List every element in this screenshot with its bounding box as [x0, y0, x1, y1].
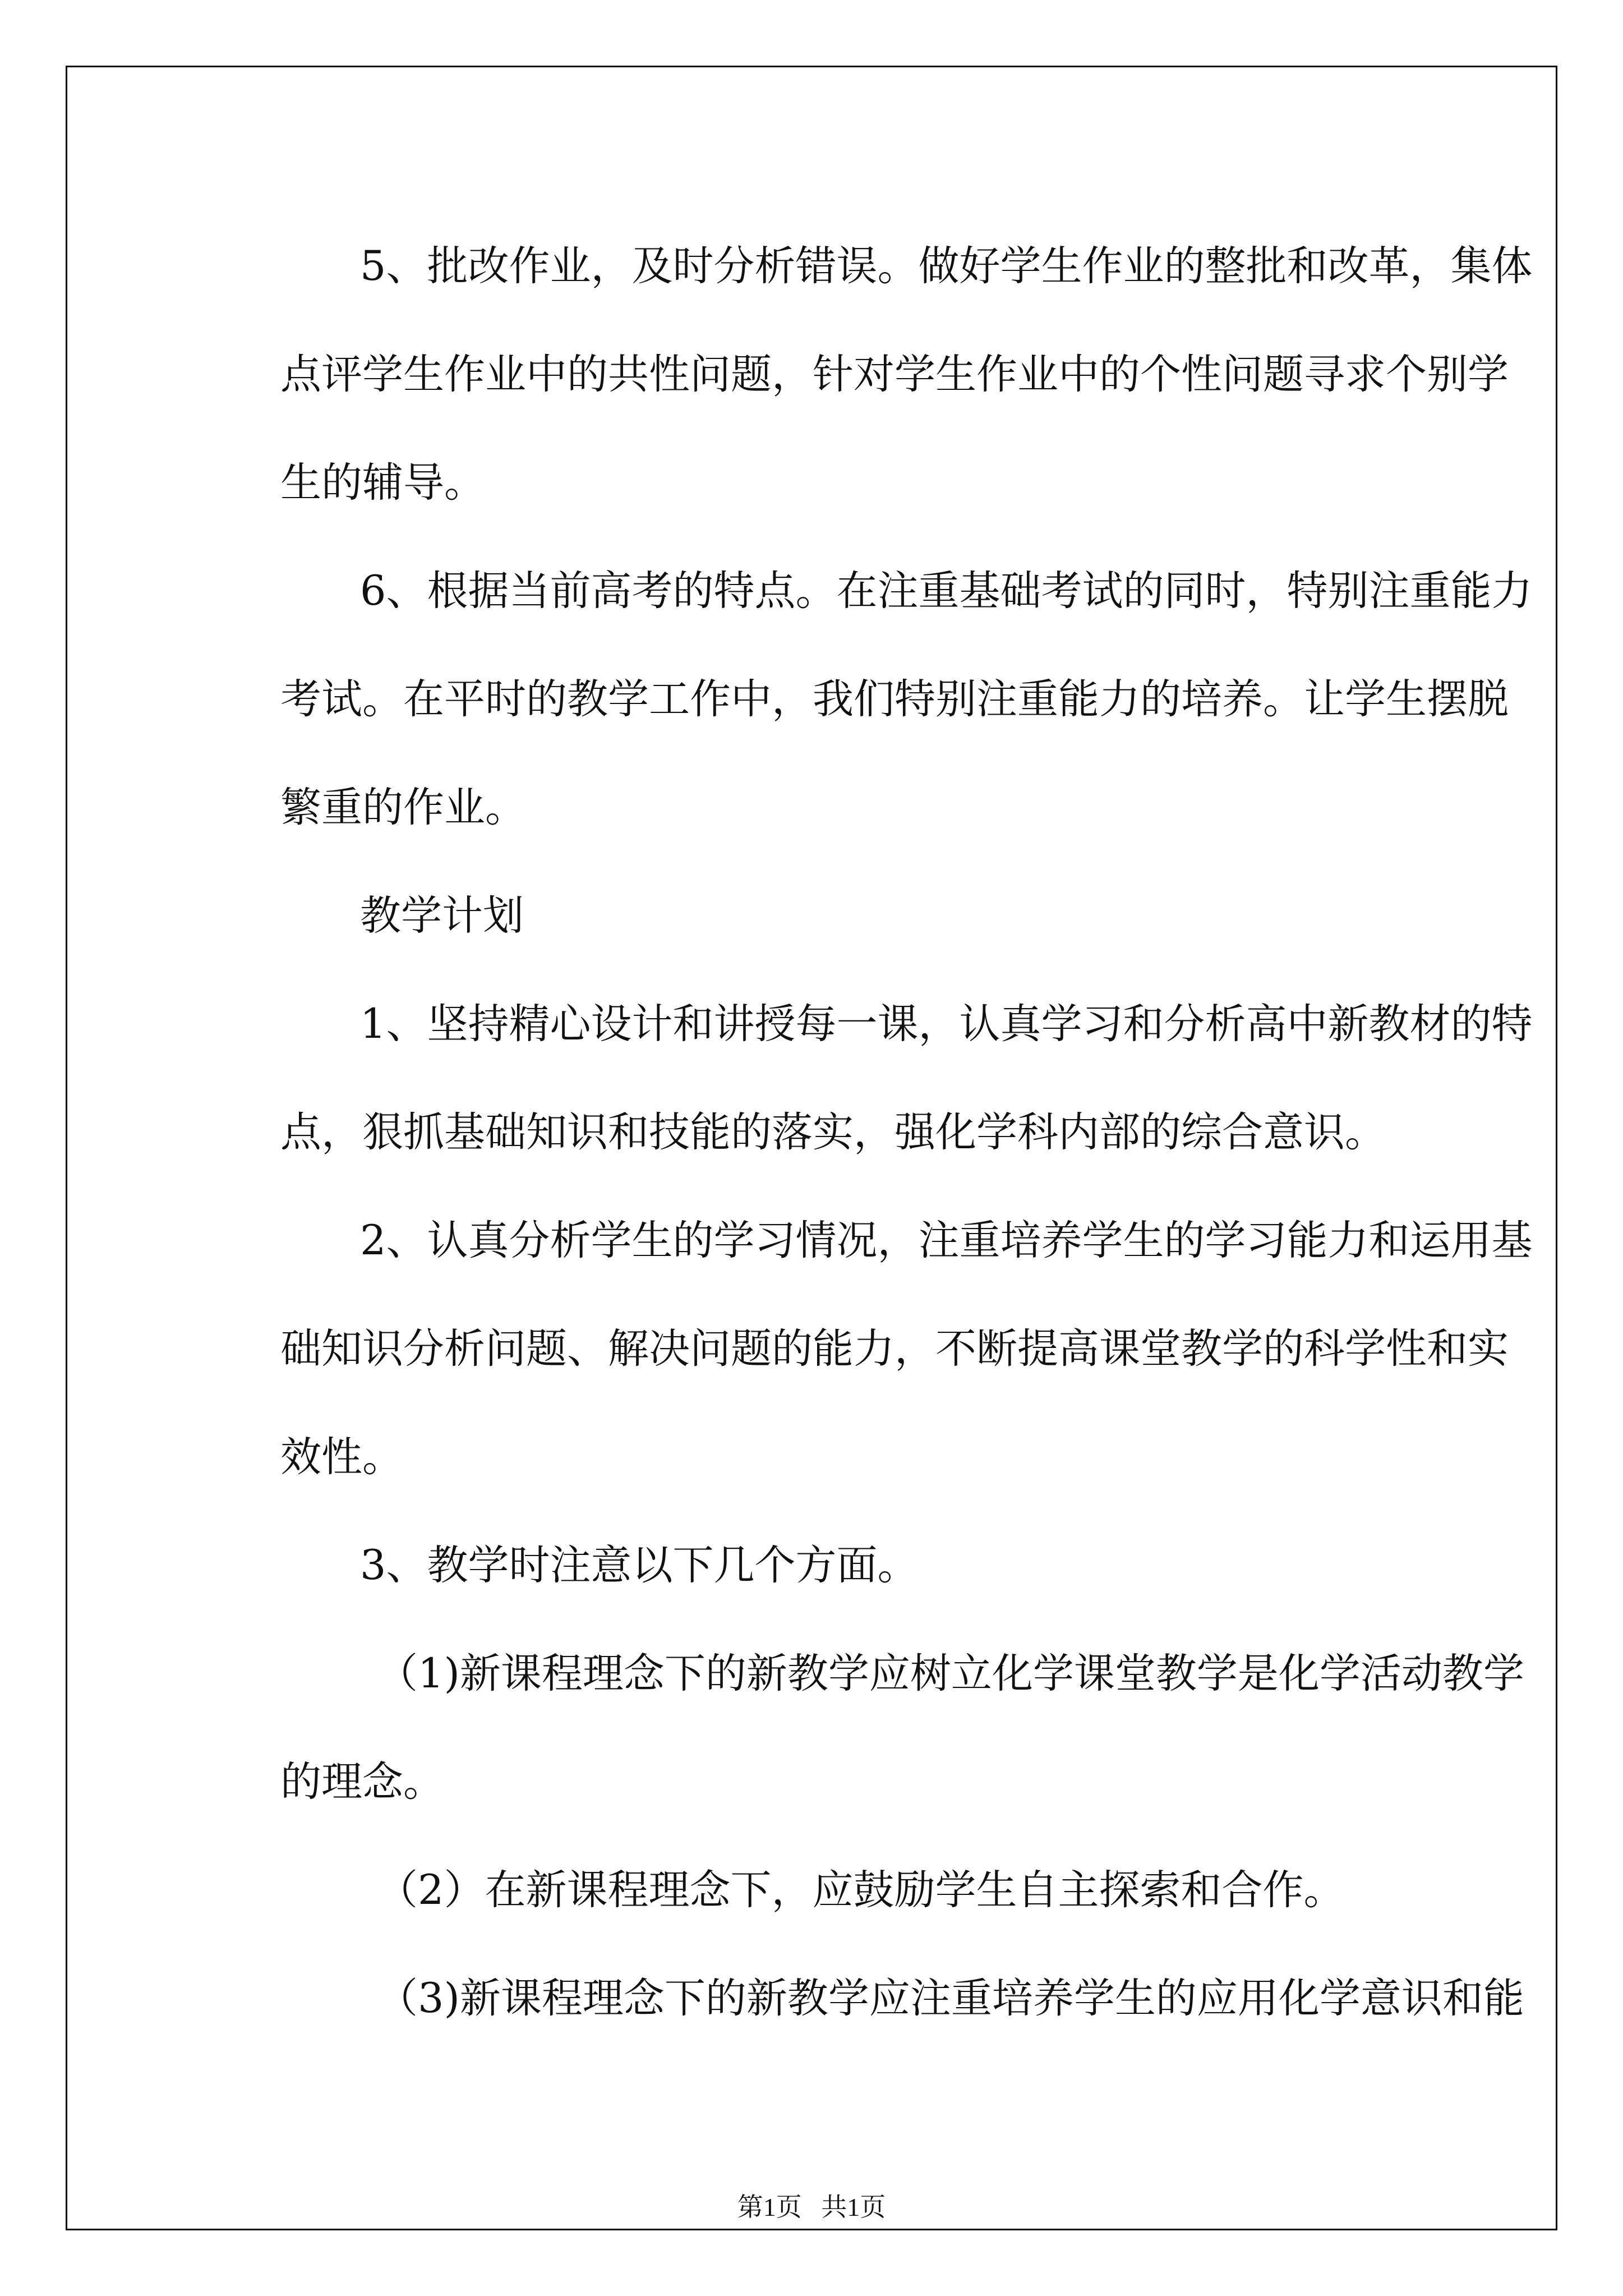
text-line: 效性。 [280, 1433, 403, 1481]
section-heading: 教学计划 [360, 892, 524, 940]
document-body [201, 212, 1533, 2053]
text-line: 考试。在平时的教学工作中，我们特别注重能力的培养。让学生摆脱 [280, 675, 1509, 723]
text-block [201, 212, 1533, 2053]
text-line: （3)新课程理念下的新教学应注重培养学生的应用化学意识和能 [377, 1975, 1524, 2022]
text-line: 生的辅导。 [280, 459, 485, 507]
page-total: 共1页 [821, 2193, 886, 2221]
text-line: 繁重的作业。 [280, 784, 526, 831]
text-line: 6、根据当前高考的特点。在注重基础考试的同时，特别注重能力 [360, 567, 1533, 615]
text-line: 础知识分析问题、解决问题的能力，不断提高课堂教学的科学性和实 [280, 1325, 1509, 1373]
text-line: 点评学生作业中的共性问题，针对学生作业中的个性问题寻求个别学 [280, 351, 1509, 398]
text-line: 5、批改作业，及时分析错误。做好学生作业的整批和改革，集体 [360, 242, 1533, 290]
text-line: （1)新课程理念下的新教学应树立化学课堂教学是化学活动教学 [377, 1650, 1524, 1697]
text-line: （2）在新课程理念下，应鼓励学生自主探索和合作。 [377, 1866, 1345, 1914]
page-number: 第1页 [737, 2193, 802, 2221]
text-line: 2、认真分析学生的学习情况，注重培养学生的学习能力和运用基 [360, 1217, 1533, 1264]
text-line: 3、教学时注意以下几个方面。 [360, 1542, 919, 1589]
text-line: 的理念。 [280, 1758, 444, 1806]
page-footer [0, 2187, 1623, 2224]
text-line: 点，狠抓基础知识和技能的落实，强化学科内部的综合意识。 [280, 1108, 1386, 1156]
text-line: 1、坚持精心设计和讲授每一课，认真学习和分析高中新教材的特 [360, 1000, 1533, 1048]
